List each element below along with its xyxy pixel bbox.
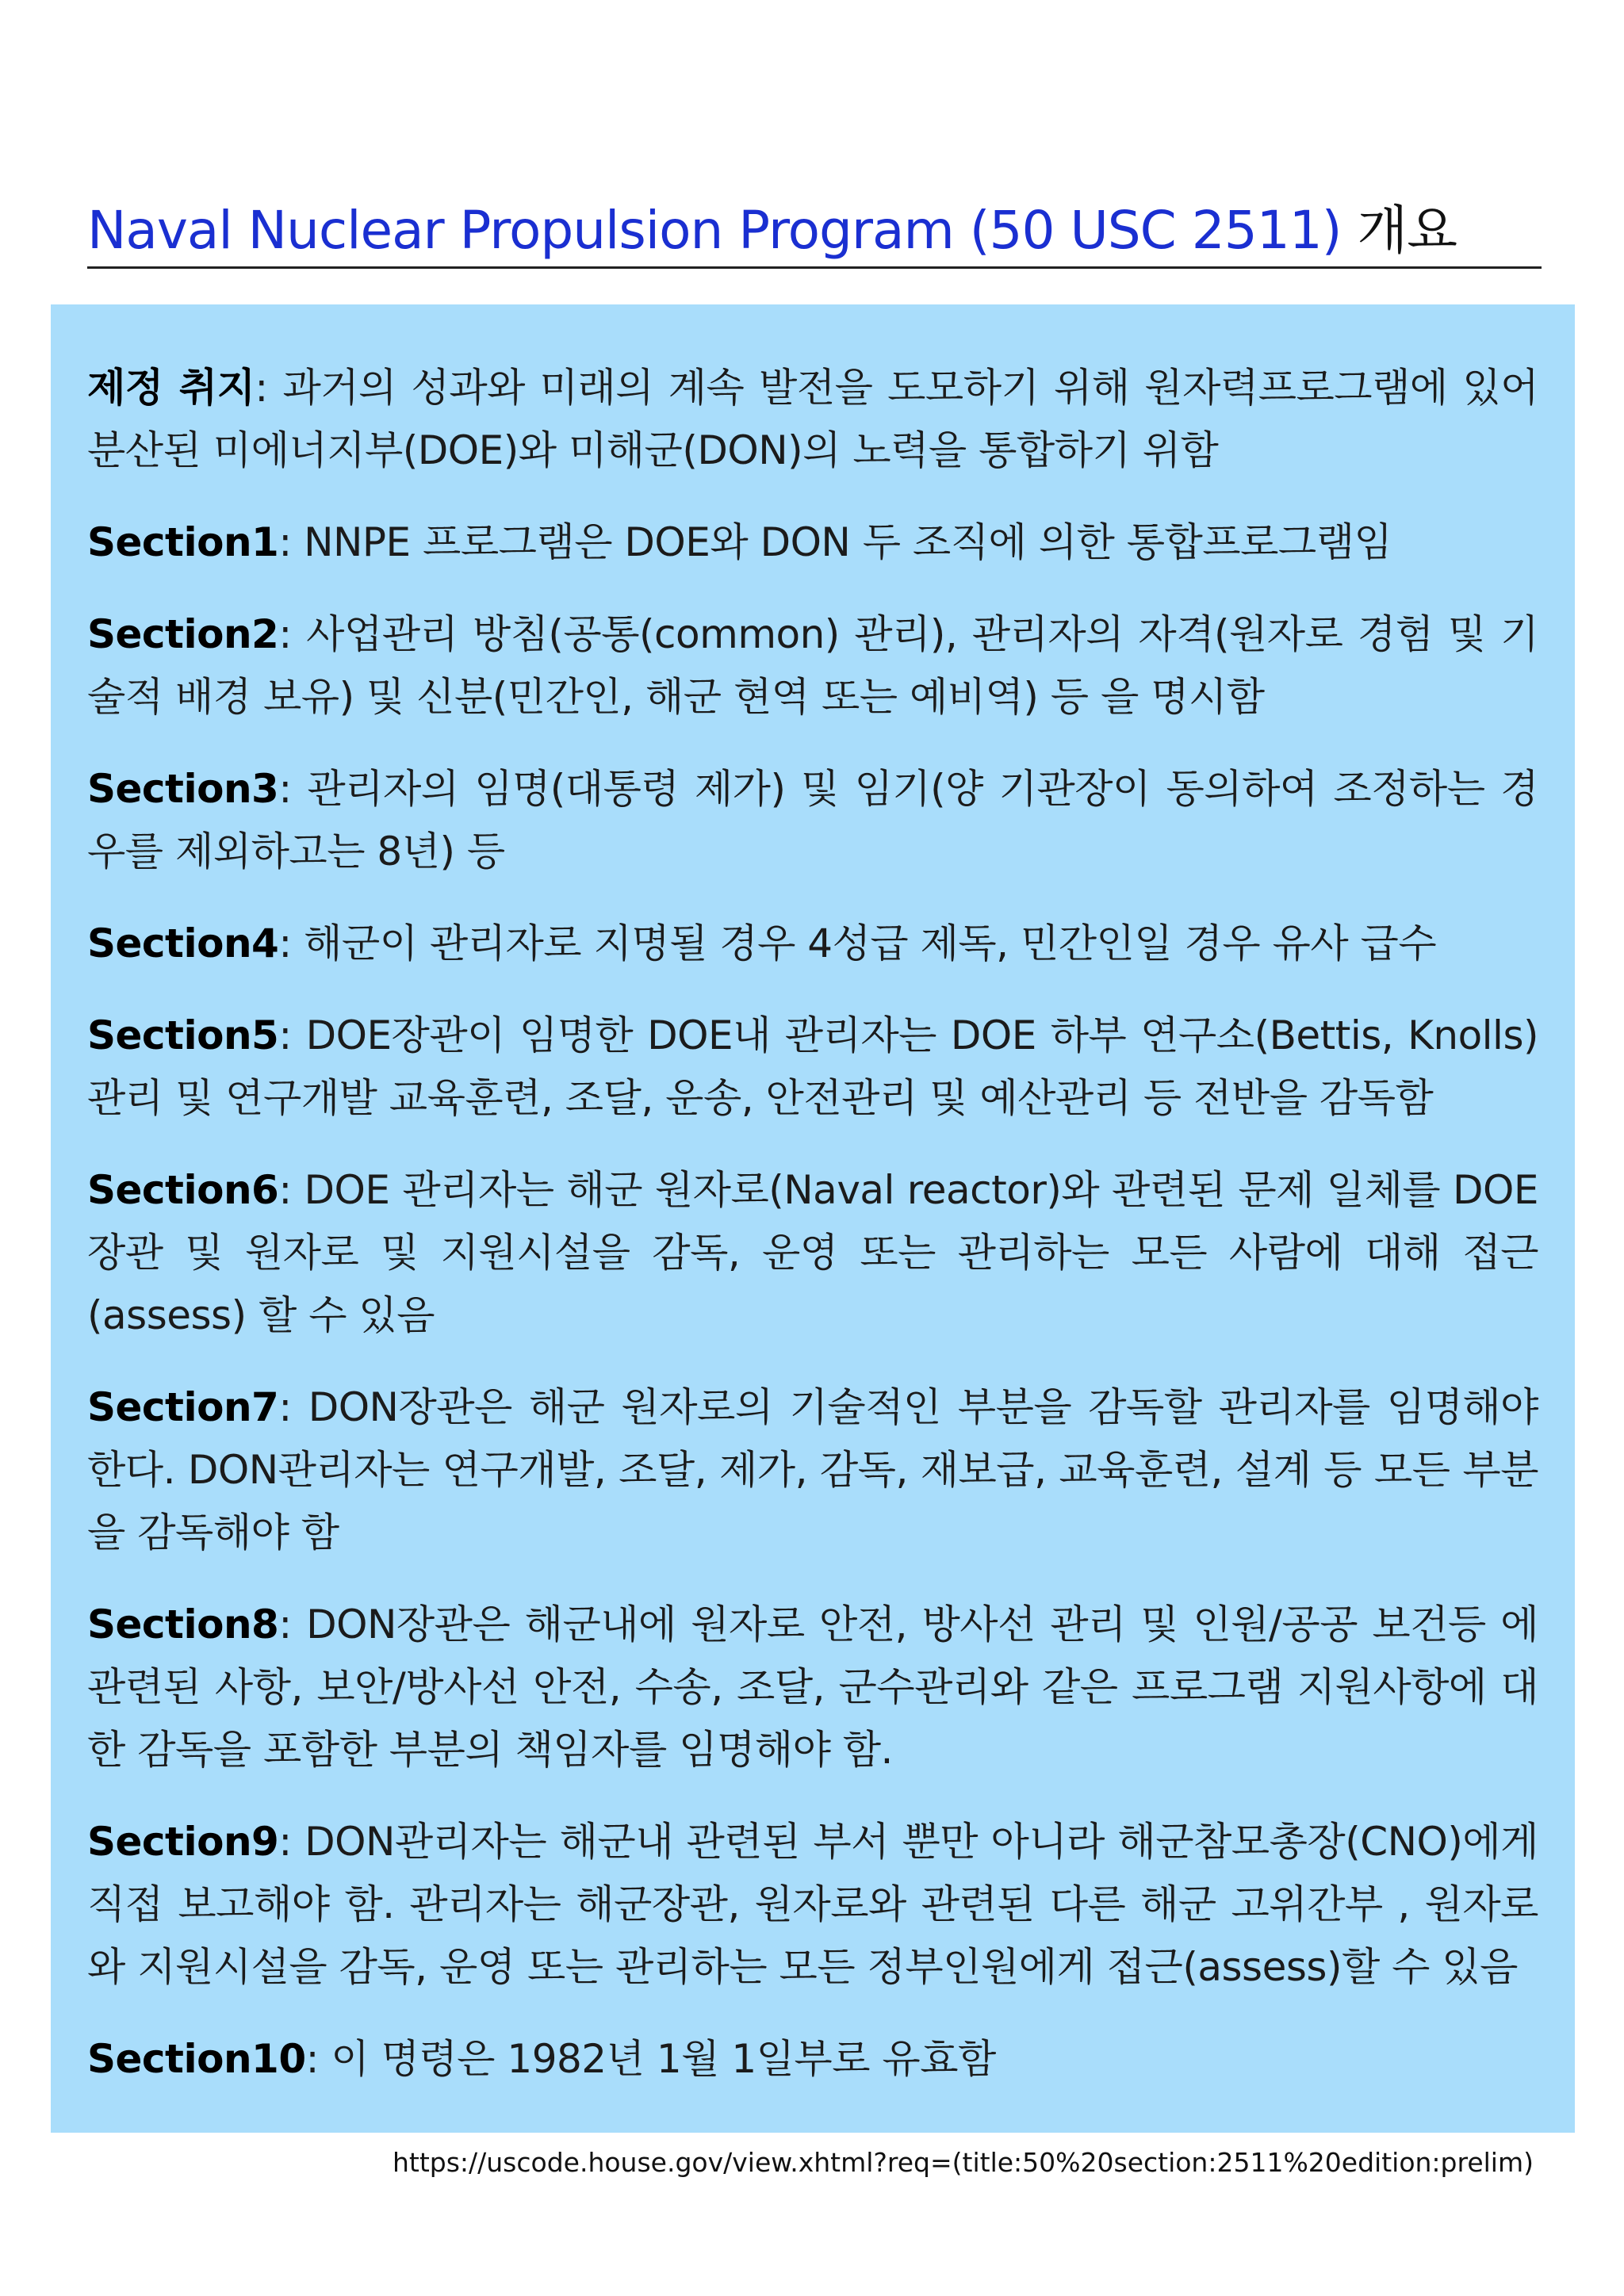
section-4 <box>87 913 1538 975</box>
section-separator: : <box>278 1012 306 1058</box>
section-8 <box>87 1594 1538 1781</box>
section-label: Section1 <box>87 519 279 565</box>
section-text: 사업관리 방침(공통(common) 관리), 관리자의 자격(원자로 경험 및 기술적 배경 보유) 및 신분(민간인, 해군 현역 또는 예비역) 등 을 명시함 <box>87 611 1538 720</box>
section-separator: : <box>278 1819 305 1865</box>
section-10 <box>87 2028 1538 2091</box>
section-9 <box>87 1811 1538 1999</box>
section-2 <box>87 603 1538 729</box>
section-text: 이 명령은 1982년 1월 1일부로 유효함 <box>331 2036 996 2082</box>
section-text: DON장관은 해군 원자로의 기술적인 부분을 감독할 관리자를 임명해야한다. DON관리자는 연구개발, 조달, 제가, 감독, 재보급, 교육훈련, 설계 등 모든 부분을 감독해야 함 <box>87 1384 1538 1556</box>
section-text: DON장관은 해군내에 원자로 안전, 방사선 관리 및 인원/공공 보건등 에 관련된 사항, 보안/방사선 안전, 수송, 조달, 군수관리와 같은 프로그램 지원사항에 대한 감독을 포함한 부분의 책임자를 임명해야 함. <box>87 1601 1538 1773</box>
section-7 <box>87 1376 1538 1564</box>
section-label: 제정 취지 <box>87 365 255 411</box>
section-separator: : <box>255 365 283 411</box>
source-url: https://uscode.house.gov/view.xhtml?req=(title:50%20section:2511%20edition:prelim) <box>392 2147 1534 2178</box>
section-text: 관리자의 임명(대통령 제가) 및 임기(양 기관장이 동의하여 조정하는 경우를 제외하고는 8년) 등 <box>87 766 1538 874</box>
page-title-korean: 개요 <box>1357 200 1457 261</box>
section-label: Section8 <box>87 1601 279 1647</box>
section-1 <box>87 511 1538 574</box>
section-label: Section2 <box>87 611 279 657</box>
section-separator: : <box>305 2036 331 2082</box>
section-separator: : <box>278 1167 304 1213</box>
section-text: NNPE 프로그램은 DOE와 DON 두 조직에 의한 통합프로그램임 <box>304 519 1392 565</box>
section-purpose <box>87 357 1538 482</box>
section-separator: : <box>278 766 308 812</box>
section-text: 과거의 성과와 미래의 계속 발전을 도모하기 위해 원자력프로그램에 있어 분산된 미에너지부(DOE)와 미해군(DON)의 노력을 통합하기 위함 <box>87 365 1538 473</box>
section-label: Section4 <box>87 920 279 966</box>
section-text: DOE장관이 임명한 DOE내 관리자는 DOE 하부 연구소(Bettis, Knolls) 관리 및 연구개발 교육훈련, 조달, 운송, 안전관리 및 예산관리 등 전반을 감독함 <box>87 1012 1539 1121</box>
section-text: DON관리자는 해군내 관련된 부서 뿐만 아니라 해군참모총장(CNO)에게 직접 보고해야 함. 관리자는 해군장관, 원자로와 관련된 다른 해군 고위간부 , 원자로와 지원시설을 감독, 운영 또는 관리하는 모든 정부인원에게 접근(assess)할 수 있음 <box>87 1819 1538 1990</box>
section-separator: : <box>278 1601 307 1647</box>
section-5 <box>87 1004 1538 1130</box>
section-separator: : <box>278 920 304 966</box>
section-label: Section3 <box>87 766 279 812</box>
content-panel <box>51 304 1575 2133</box>
section-label: Section10 <box>87 2036 306 2082</box>
page-title-english: Naval Nuclear Propulsion Program (50 USC 2511) <box>87 200 1342 261</box>
section-label: Section7 <box>87 1384 279 1430</box>
section-6 <box>87 1159 1538 1347</box>
section-3 <box>87 758 1538 883</box>
section-separator: : <box>278 519 304 565</box>
section-label: Section6 <box>87 1167 279 1213</box>
section-separator: : <box>278 611 307 657</box>
section-separator: : <box>278 1384 308 1430</box>
section-label: Section9 <box>87 1819 279 1865</box>
section-text: DOE 관리자는 해군 원자로(Naval reactor)와 관련된 문제 일체를 DOE 장관 및 원자로 및 지원시설을 감독, 운영 또는 관리하는 모든 사람에 대해 접근(assess) 할 수 있음 <box>87 1167 1538 1338</box>
section-text: 해군이 관리자로 지명될 경우 4성급 제독, 민간인일 경우 유사 급수 <box>304 920 1437 966</box>
page-title <box>87 195 1542 269</box>
section-label: Section5 <box>87 1012 279 1058</box>
